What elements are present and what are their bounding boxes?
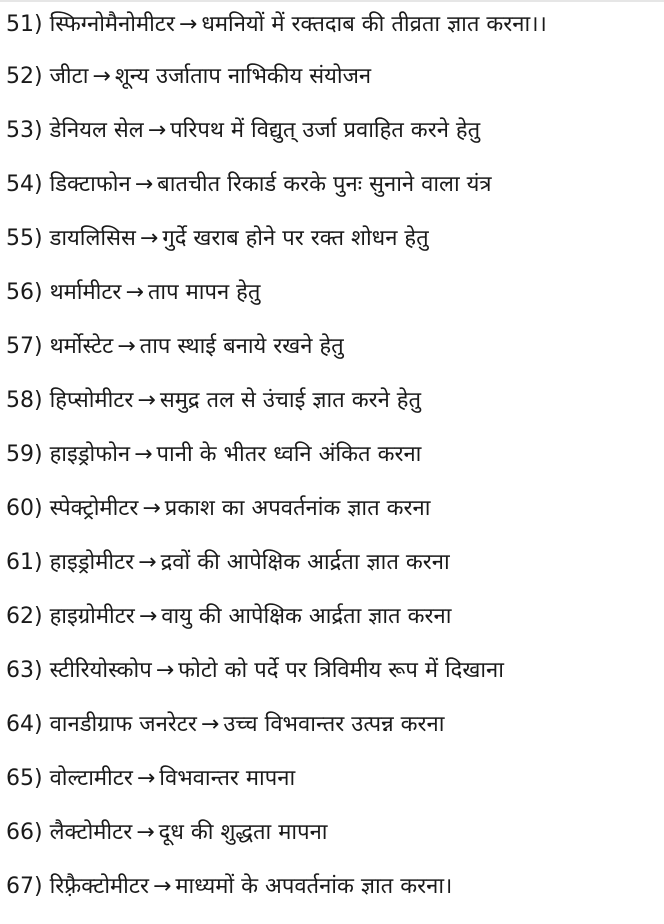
item-number: 67) — [6, 874, 43, 899]
arrow-icon: → — [147, 118, 167, 143]
arrow-icon: → — [138, 604, 158, 629]
item-description: द्रवों की आपेक्षिक आर्द्रता ज्ञात करना — [160, 550, 450, 575]
item-term: वानडीग्राफ जनरेटर — [49, 712, 197, 737]
item-number: 54) — [6, 172, 43, 197]
item-term: जीटा — [49, 64, 89, 89]
list-item — [0, 698, 664, 752]
item-number: 60) — [6, 496, 43, 521]
arrow-icon: → — [92, 64, 111, 89]
item-description: माध्यमों के अपवर्तनांक ज्ञात करना। — [175, 874, 453, 899]
item-description: शून्य उर्जाताप नाभिकीय संयोजन — [114, 64, 372, 89]
item-term: डायलिसिस — [49, 226, 136, 251]
item-description: दूध की शुद्धता मापना — [158, 820, 328, 845]
item-term: वोल्टामीटर — [49, 766, 133, 791]
list-item — [0, 0, 664, 50]
arrow-icon: → — [138, 550, 157, 575]
item-description: विभवान्तर मापना — [159, 766, 296, 791]
item-description: ताप मापन हेतु — [147, 280, 261, 305]
item-term: हिप्सोमीटर — [49, 388, 134, 413]
item-number: 52) — [6, 64, 43, 89]
list-item — [0, 50, 664, 104]
item-term: स्फिग्नोमैनोमीटर — [49, 12, 175, 37]
list-item — [0, 536, 664, 590]
arrow-icon: → — [117, 334, 136, 359]
arrow-icon: → — [134, 442, 153, 467]
item-description: गुर्दे खराब होने पर रक्त शोधन हेतु — [162, 226, 429, 251]
list-item — [0, 158, 664, 212]
item-term: डिक्टाफोन — [49, 172, 131, 197]
arrow-icon: → — [200, 712, 220, 737]
item-number: 51) — [6, 12, 43, 37]
list-item — [0, 752, 664, 806]
arrow-icon: → — [137, 388, 156, 413]
item-description: उच्च विभवान्तर उत्पन्न करना — [223, 712, 445, 737]
arrow-icon: → — [125, 280, 144, 305]
list-item — [0, 428, 664, 482]
item-description: ताप स्थाई बनाये रखने हेतु — [139, 334, 344, 359]
list-item — [0, 860, 664, 914]
arrow-icon: → — [136, 766, 156, 791]
item-term: लैक्टोमीटर — [49, 820, 133, 845]
item-number: 57) — [6, 334, 43, 359]
item-term: डेनियल सेल — [49, 118, 144, 143]
list-item — [0, 104, 664, 158]
item-description: समुद्र तल से उंचाई ज्ञात करने हेतु — [159, 388, 422, 413]
item-term: थर्मोस्टेट — [49, 334, 114, 359]
list-item — [0, 806, 664, 860]
item-term: स्टीरियोस्कोप — [49, 658, 152, 683]
item-description: वायु की आपेक्षिक आर्द्रता ज्ञात करना — [161, 604, 452, 629]
item-term: हाइग्रोमीटर — [49, 604, 135, 629]
item-term: रिफ़्रैक्टोमीटर — [49, 874, 149, 899]
item-number: 58) — [6, 388, 43, 413]
arrow-icon: → — [152, 874, 172, 899]
list-item — [0, 374, 664, 428]
item-description: पानी के भीतर ध्वनि अंकित करना — [156, 442, 422, 467]
item-term: स्पेक्ट्रोमीटर — [49, 496, 139, 521]
arrow-icon: → — [136, 820, 155, 845]
item-number: 65) — [6, 766, 43, 791]
list-item — [0, 482, 664, 536]
item-description: परिपथ में विद्युत् उर्जा प्रवाहित करने हेतु — [170, 118, 481, 143]
list-item — [0, 212, 664, 266]
item-term: थर्मामीटर — [49, 280, 122, 305]
item-number: 55) — [6, 226, 43, 251]
arrow-icon: → — [178, 12, 198, 37]
item-number: 59) — [6, 442, 43, 467]
arrow-icon: → — [155, 658, 175, 683]
list-item — [0, 266, 664, 320]
item-term: हाइड्रोफोन — [49, 442, 131, 467]
item-description: धमनियों में रक्तदाब की तीव्रता ज्ञात करना।। — [201, 12, 547, 37]
item-number: 66) — [6, 820, 43, 845]
item-number: 62) — [6, 604, 43, 629]
item-number: 63) — [6, 658, 43, 683]
list-item — [0, 644, 664, 698]
item-number: 61) — [6, 550, 43, 575]
arrow-icon: → — [139, 226, 159, 251]
list-item — [0, 590, 664, 644]
item-number: 64) — [6, 712, 43, 737]
arrow-icon: → — [134, 172, 154, 197]
item-number: 53) — [6, 118, 43, 143]
arrow-icon: → — [142, 496, 161, 521]
item-description: फोटो को पर्दे पर त्रिविमीय रूप में दिखाना — [178, 658, 504, 683]
item-description: बातचीत रिकार्ड करके पुनः सुनाने वाला यंत्र — [157, 172, 492, 197]
item-number: 56) — [6, 280, 43, 305]
list-item — [0, 320, 664, 374]
item-term: हाइड्रोमीटर — [49, 550, 135, 575]
item-description: प्रकाश का अपवर्तनांक ज्ञात करना — [164, 496, 431, 521]
